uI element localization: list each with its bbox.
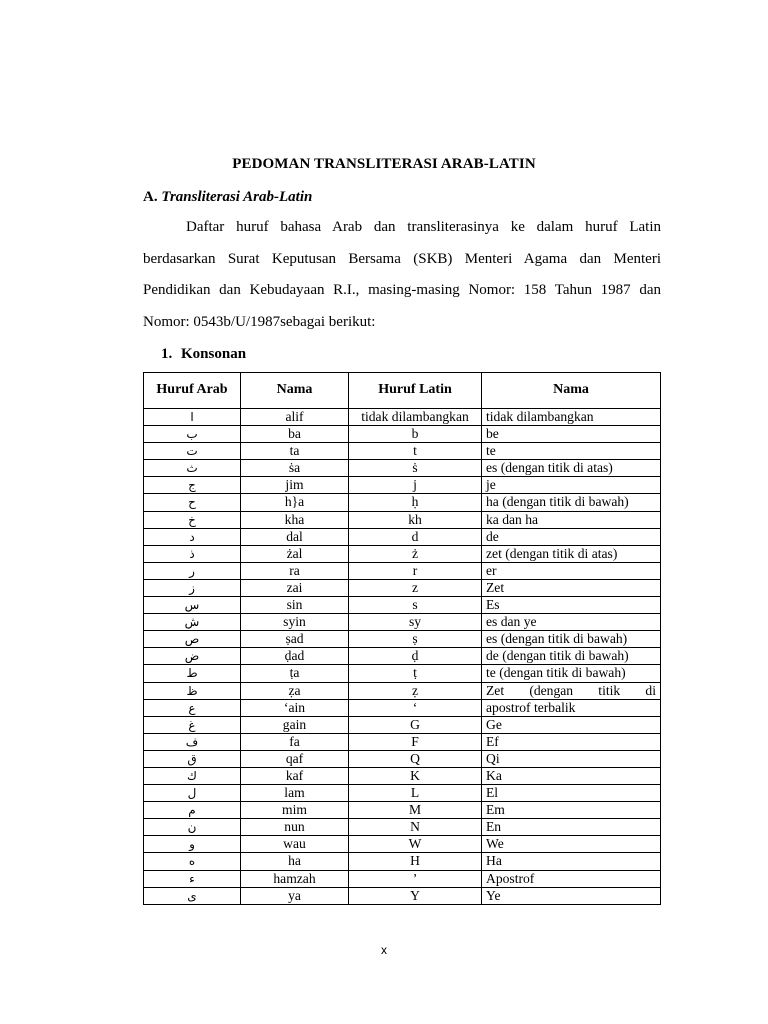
cell-nama: ba [241,426,349,443]
section-letter: A. [143,189,158,205]
cell-huruf-latin: kh [349,511,482,528]
cell-huruf-latin: tidak dilambangkan [349,409,482,426]
cell-huruf-arab: م [144,802,241,819]
cell-huruf-latin: r [349,562,482,579]
table-row [144,853,661,870]
table-row [144,443,661,460]
cell-huruf-latin: ‘ [349,699,482,716]
cell-huruf-latin: G [349,716,482,733]
table-row [144,545,661,562]
cell-huruf-latin: ṣ [349,631,482,648]
table-header-row [144,373,661,409]
cell-huruf-latin: M [349,802,482,819]
cell-huruf-arab: و [144,836,241,853]
section-name: Transliterasi Arab-Latin [161,189,313,205]
cell-nama: zai [241,579,349,596]
cell-nama: ha [241,853,349,870]
subsection-number: 1. [161,346,173,362]
cell-huruf-arab: ى [144,887,241,904]
cell-nama: dal [241,528,349,545]
cell-nama-latin: ka dan ha [482,511,661,528]
table-row [144,785,661,802]
table-row [144,750,661,767]
cell-nama: ṭa [241,665,349,682]
table-row [144,648,661,665]
cell-huruf-arab: ش [144,614,241,631]
table-row [144,699,661,716]
cell-nama-latin: Qi [482,750,661,767]
cell-huruf-arab: ه [144,853,241,870]
cell-nama-latin: En [482,819,661,836]
cell-huruf-latin: N [349,819,482,836]
cell-huruf-arab: ك [144,767,241,784]
cell-huruf-latin: t [349,443,482,460]
cell-huruf-latin: K [349,767,482,784]
cell-nama-latin: El [482,785,661,802]
cell-huruf-arab: ن [144,819,241,836]
cell-nama: alif [241,409,349,426]
cell-huruf-latin: Q [349,750,482,767]
cell-huruf-arab: ظ [144,682,241,699]
cell-huruf-arab: ع [144,699,241,716]
cell-huruf-arab: ز [144,579,241,596]
cell-nama: jim [241,477,349,494]
cell-huruf-latin: b [349,426,482,443]
cell-huruf-arab: ب [144,426,241,443]
cell-huruf-latin: ẓ [349,682,482,699]
cell-huruf-arab: ر [144,562,241,579]
cell-huruf-arab: ء [144,870,241,887]
cell-nama: h}a [241,494,349,511]
cell-nama-latin: zet (dengan titik di atas) [482,545,661,562]
cell-nama-latin: Ge [482,716,661,733]
cell-nama: gain [241,716,349,733]
cell-huruf-arab: د [144,528,241,545]
page-number: x [381,943,387,957]
cell-nama-latin: je [482,477,661,494]
table-row [144,511,661,528]
page-title: PEDOMAN TRANSLITERASI ARAB-LATIN [232,156,536,172]
cell-huruf-arab: ا [144,409,241,426]
consonant-table [143,372,661,905]
intro-paragraph: Daftar huruf bahasa Arab dan transliterasinya ke dalam huruf Latin berdasarkan Surat Keputusan Bersama (SKB) Menteri Agama dan Menteri Pendidikan dan Kebudayaan R.I., masing-masing Nomor: 158 Tahun 1987 dan Nomor: 0543b/U/1987sebagai berikut: [143,219,661,330]
cell-huruf-arab: ق [144,750,241,767]
cell-nama: ẓa [241,682,349,699]
cell-huruf-latin: ’ [349,870,482,887]
header-nama-latin: Nama [482,373,661,409]
header-nama: Nama [241,373,349,409]
cell-nama-latin: te [482,443,661,460]
cell-huruf-arab: ف [144,733,241,750]
table-row [144,870,661,887]
cell-nama-latin: de [482,528,661,545]
cell-nama-latin: apostrof terbalik [482,699,661,716]
cell-nama-latin: Ef [482,733,661,750]
cell-huruf-arab: ح [144,494,241,511]
cell-huruf-latin: z [349,579,482,596]
table-row [144,887,661,904]
cell-nama: ṣad [241,631,349,648]
cell-nama: wau [241,836,349,853]
cell-huruf-latin: s [349,597,482,614]
cell-huruf-latin: L [349,785,482,802]
cell-nama-latin: be [482,426,661,443]
cell-huruf-latin: ṭ [349,665,482,682]
cell-huruf-latin: ḍ [349,648,482,665]
cell-nama-latin: Ye [482,887,661,904]
cell-nama: fa [241,733,349,750]
cell-nama: nun [241,819,349,836]
cell-nama: ṡa [241,460,349,477]
cell-huruf-latin: Y [349,887,482,904]
cell-nama: ‘ain [241,699,349,716]
table-row [144,682,661,699]
table-row [144,802,661,819]
cell-nama: hamzah [241,870,349,887]
cell-nama: ḍad [241,648,349,665]
cell-nama: ta [241,443,349,460]
cell-nama-latin: Ha [482,853,661,870]
cell-nama-latin: er [482,562,661,579]
table-row [144,528,661,545]
subsection-heading [161,346,246,363]
table-row [144,631,661,648]
cell-huruf-latin: ż [349,545,482,562]
table-row [144,665,661,682]
table-row [144,409,661,426]
table-row [144,733,661,750]
cell-nama: qaf [241,750,349,767]
table-row [144,562,661,579]
header-huruf-arab: Huruf Arab [144,373,241,409]
table-row [144,494,661,511]
cell-nama-latin: Es [482,597,661,614]
cell-huruf-latin: ḥ [349,494,482,511]
cell-huruf-arab: ل [144,785,241,802]
table-row [144,767,661,784]
cell-nama: syin [241,614,349,631]
table-body [144,409,661,905]
cell-nama-latin: We [482,836,661,853]
cell-nama: kha [241,511,349,528]
cell-nama-latin: Apostrof [482,870,661,887]
table-row [144,477,661,494]
cell-nama-latin: es dan ye [482,614,661,631]
cell-nama-latin: te (dengan titik di bawah) [482,665,661,682]
subsection-label: Konsonan [181,346,247,362]
table-row [144,819,661,836]
cell-nama: żal [241,545,349,562]
cell-nama: sin [241,597,349,614]
cell-nama-latin: Zet [482,579,661,596]
cell-nama-latin: Em [482,802,661,819]
cell-nama: ya [241,887,349,904]
cell-huruf-arab: ط [144,665,241,682]
cell-huruf-latin: H [349,853,482,870]
cell-nama-latin: Zet (dengan titik di [482,682,661,699]
cell-nama-latin: Ka [482,767,661,784]
cell-huruf-latin: j [349,477,482,494]
header-huruf-latin: Huruf Latin [349,373,482,409]
cell-huruf-arab: س [144,597,241,614]
table-row [144,426,661,443]
cell-huruf-latin: F [349,733,482,750]
cell-nama-latin: tidak dilambangkan [482,409,661,426]
cell-huruf-arab: غ [144,716,241,733]
table-row [144,597,661,614]
cell-huruf-latin: ṡ [349,460,482,477]
table-row [144,716,661,733]
cell-nama-latin: de (dengan titik di bawah) [482,648,661,665]
cell-nama: lam [241,785,349,802]
cell-huruf-latin: W [349,836,482,853]
table-row [144,614,661,631]
cell-nama-latin: ha (dengan titik di bawah) [482,494,661,511]
table-row [144,836,661,853]
cell-huruf-arab: ص [144,631,241,648]
cell-huruf-arab: ت [144,443,241,460]
cell-huruf-latin: d [349,528,482,545]
cell-nama-latin: es (dengan titik di bawah) [482,631,661,648]
cell-huruf-arab: ض [144,648,241,665]
cell-huruf-arab: خ [144,511,241,528]
cell-nama: mim [241,802,349,819]
section-heading [143,189,312,206]
cell-nama: kaf [241,767,349,784]
cell-nama-latin: es (dengan titik di atas) [482,460,661,477]
cell-huruf-arab: ج [144,477,241,494]
cell-huruf-arab: ذ [144,545,241,562]
table-row [144,460,661,477]
table-row [144,579,661,596]
cell-huruf-arab: ث [144,460,241,477]
cell-huruf-latin: sy [349,614,482,631]
cell-nama: ra [241,562,349,579]
